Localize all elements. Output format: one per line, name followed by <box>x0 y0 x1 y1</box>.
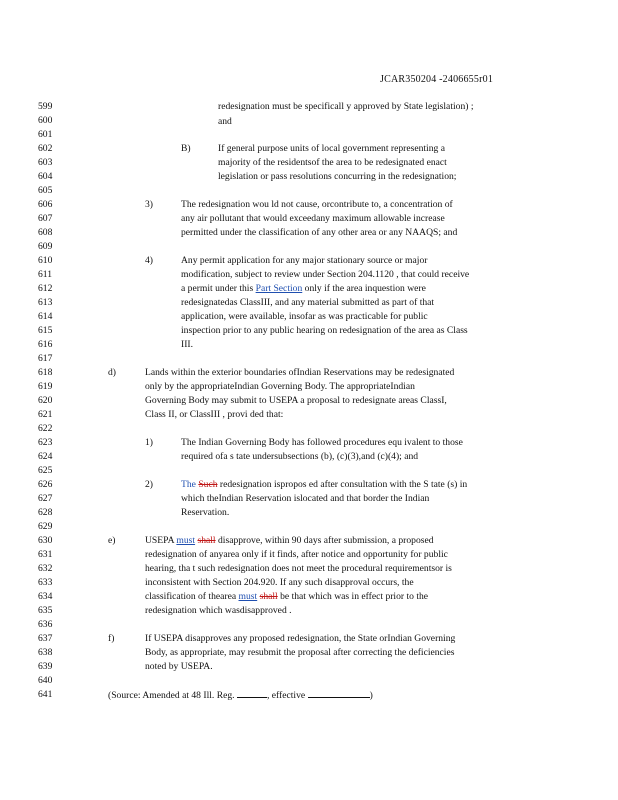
line-number: 612 <box>38 283 53 294</box>
line-number: 611 <box>38 269 53 280</box>
text-line-626 <box>181 479 467 490</box>
text-line-637: If USEPA disapproves any proposed redesignation, the State orIndian Governing <box>145 633 456 644</box>
text-line-612 <box>181 283 426 294</box>
line-number: 640 <box>38 675 53 686</box>
text-segment: only if the area inquestion were <box>304 283 426 294</box>
text-line-624: required ofa s tate undersubsections (b), (c)(3),and (c)(4); and <box>181 451 419 462</box>
text-segment: be that which was in effect prior to the <box>280 591 429 602</box>
text-segment: redesignation ispropos ed after consultation with the S tate (s) in <box>219 479 468 490</box>
text-line-635: redesignation which wasdisapproved . <box>145 605 292 616</box>
line-number: 630 <box>38 535 53 546</box>
source-note <box>108 689 373 701</box>
text-segment: USEPA <box>145 535 174 546</box>
line-number: 632 <box>38 563 53 574</box>
text-line-611: modification, subject to review under Section 204.1120 , that could receive <box>181 269 470 280</box>
line-number: 638 <box>38 647 53 658</box>
text-line-599: redesignation must be specificall y approved by State legislation) ; <box>218 101 474 112</box>
line-number: 622 <box>38 423 53 434</box>
text-segment: a permit under this <box>181 283 254 294</box>
inserted-text: must <box>176 535 196 546</box>
text-segment: ) <box>369 690 373 701</box>
text-line-616: III. <box>181 339 193 350</box>
line-number: 634 <box>38 591 53 602</box>
text-line-620: Governing Body may submit to USEPA a proposal to redesignate areas ClassI, <box>145 395 447 406</box>
text-line-614: application, were available, insofar as was practicable for public <box>181 311 428 322</box>
text-line-628: Reservation. <box>181 507 230 518</box>
inserted-text: Part Section <box>255 283 303 294</box>
text-line-631: redesignation of anyarea only if it finds, after notice and opportunity for public <box>145 549 448 560</box>
line-number: 631 <box>38 549 53 560</box>
line-number: 624 <box>38 451 53 462</box>
line-number: 600 <box>38 115 53 126</box>
text-line-603: majority of the residentsof the area to be redesignated enact <box>218 157 447 168</box>
item-label-d: d) <box>108 367 116 378</box>
line-number: 637 <box>38 633 53 644</box>
line-number: 619 <box>38 381 53 392</box>
line-number: 629 <box>38 521 53 532</box>
item-label-3: 3) <box>145 199 153 210</box>
line-number: 615 <box>38 325 53 336</box>
line-number: 599 <box>38 101 53 112</box>
line-number: 603 <box>38 157 53 168</box>
text-line-633: inconsistent with Section 204.920. If any such disapproval occurs, the <box>145 577 414 588</box>
text-line-623: The Indian Governing Body has followed procedures equ ivalent to those <box>181 437 463 448</box>
line-number: 636 <box>38 619 53 630</box>
effective-date-blank <box>308 689 370 698</box>
line-number: 641 <box>38 689 53 700</box>
line-number: 625 <box>38 465 53 476</box>
line-number: 618 <box>38 367 53 378</box>
text-line-615: inspection prior to any public hearing on redesignation of the area as Class <box>181 325 468 336</box>
text-line-630 <box>145 535 434 546</box>
line-number: 609 <box>38 241 53 252</box>
line-number: 604 <box>38 171 53 182</box>
line-number: 610 <box>38 255 53 266</box>
text-line-610: Any permit application for any major stationary source or major <box>181 255 428 266</box>
text-line-627: which theIndian Reservation islocated and that border the Indian <box>181 493 430 504</box>
text-line-634 <box>145 591 428 602</box>
text-line-606: The redesignation wou ld not cause, orcontribute to, a concentration of <box>181 199 453 210</box>
text-line-608: permitted under the classification of any other area or any NAAQS; and <box>181 227 458 238</box>
text-line-613: redesignatedas ClassIII, and any material submitted as part of that <box>181 297 435 308</box>
text-line-621: Class II, or ClassIII , provi ded that: <box>145 409 284 420</box>
text-line-604: legislation or pass resolutions concurring in the redesignation; <box>218 171 457 182</box>
line-number: 613 <box>38 297 53 308</box>
item-label-b: B) <box>181 143 191 154</box>
line-number: 616 <box>38 339 53 350</box>
item-label-d2: 2) <box>145 479 153 490</box>
line-number: 626 <box>38 479 53 490</box>
text-line-618: Lands within the exterior boundaries ofIndian Reservations may be redesignated <box>145 367 455 378</box>
line-number: 606 <box>38 199 53 210</box>
line-number: 627 <box>38 493 53 504</box>
text-line-639: noted by USEPA. <box>145 661 213 672</box>
inserted-text: must <box>238 591 258 602</box>
deleted-text: Such <box>198 479 218 490</box>
line-number: 623 <box>38 437 53 448</box>
line-number: 617 <box>38 353 53 364</box>
line-number: 628 <box>38 507 53 518</box>
line-number: 635 <box>38 605 53 616</box>
item-label-e: e) <box>108 535 116 546</box>
text-line-607: any air pollutant that would exceedany maximum allowable increase <box>181 213 445 224</box>
text-segment: disapprove, within 90 days after submission, a proposed <box>218 535 434 546</box>
line-number: 608 <box>38 227 53 238</box>
item-label-4: 4) <box>145 255 153 266</box>
line-number: 621 <box>38 409 53 420</box>
line-number: 614 <box>38 311 53 322</box>
text-line-632: hearing, tha t such redesignation does not meet the procedural requirementsor is <box>145 563 452 574</box>
text-line-619: only by the appropriateIndian Governing Body. The appropriateIndian <box>145 381 415 392</box>
item-label-f: f) <box>108 633 115 644</box>
text-line-638: Body, as appropriate, may resubmit the proposal after correcting the deficiencies <box>145 647 455 658</box>
text-segment: , effective <box>266 690 306 701</box>
text-line-602: If general purpose units of local government representing a <box>218 143 445 154</box>
line-number: 639 <box>38 661 53 672</box>
text-segment: (Source: Amended at 48 Ill. Reg. <box>108 690 235 701</box>
deleted-text: shall <box>197 535 216 546</box>
line-number: 601 <box>38 129 53 140</box>
register-blank <box>237 689 267 698</box>
line-number: 607 <box>38 213 53 224</box>
deleted-text: shall <box>259 591 278 602</box>
inserted-text: The <box>181 479 196 490</box>
text-line-600: and <box>218 116 232 127</box>
line-number: 605 <box>38 185 53 196</box>
line-number: 633 <box>38 577 53 588</box>
text-segment: classification of thearea <box>145 591 237 602</box>
line-number: 602 <box>38 143 53 154</box>
item-label-d1: 1) <box>145 437 153 448</box>
document-header: JCAR350204 -2406655r01 <box>380 74 494 85</box>
line-number: 620 <box>38 395 53 406</box>
